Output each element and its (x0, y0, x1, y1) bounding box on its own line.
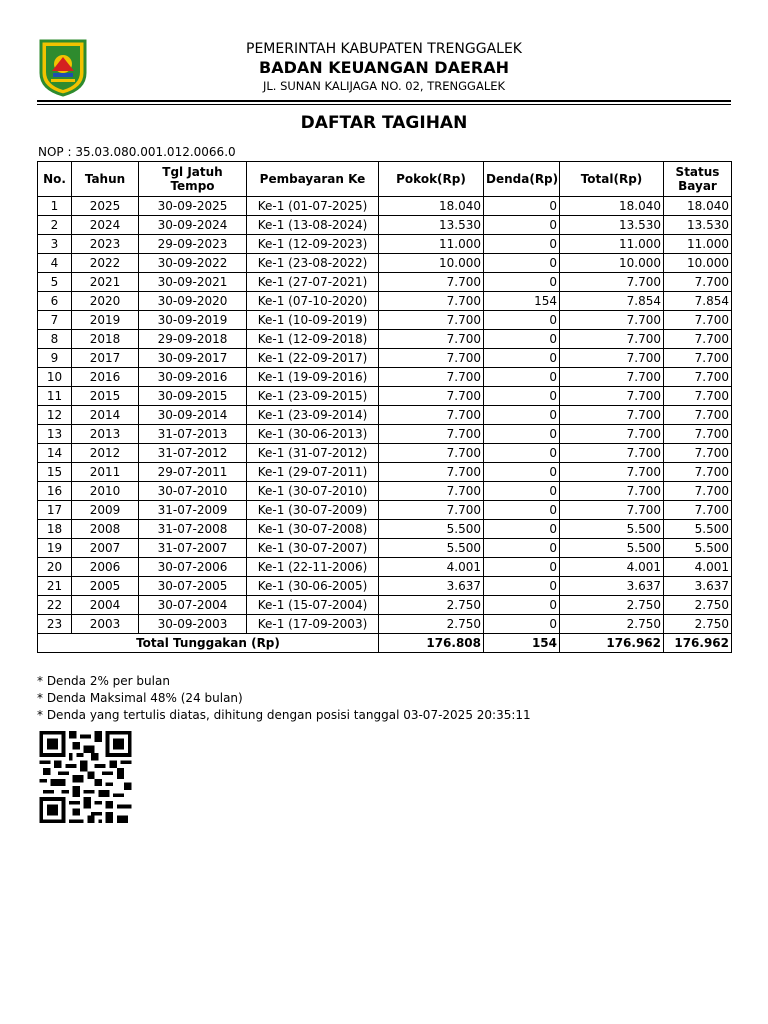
cell-status: 5.500 (664, 520, 732, 539)
cell-jatuh-tempo: 29-09-2018 (139, 330, 247, 349)
cell-total: 7.700 (560, 311, 664, 330)
cell-tahun: 2025 (72, 197, 139, 216)
table-row (38, 330, 732, 349)
cell-tahun: 2003 (72, 615, 139, 634)
cell-total: 2.750 (560, 615, 664, 634)
table-row (38, 216, 732, 235)
cell-total: 7.700 (560, 444, 664, 463)
cell-status: 7.700 (664, 463, 732, 482)
note-item: * Denda Maksimal 48% (24 bulan) (37, 691, 243, 705)
cell-status: 7.700 (664, 273, 732, 292)
cell-status: 3.637 (664, 577, 732, 596)
cell-no: 19 (38, 539, 72, 558)
cell-no: 7 (38, 311, 72, 330)
cell-tahun: 2020 (72, 292, 139, 311)
cell-pokok: 10.000 (379, 254, 484, 273)
cell-tahun: 2016 (72, 368, 139, 387)
cell-pokok: 5.500 (379, 520, 484, 539)
cell-no: 22 (38, 596, 72, 615)
cell-pokok: 7.700 (379, 425, 484, 444)
cell-total: 7.700 (560, 349, 664, 368)
cell-jatuh-tempo: 31-07-2008 (139, 520, 247, 539)
cell-no: 1 (38, 197, 72, 216)
cell-jatuh-tempo: 30-07-2010 (139, 482, 247, 501)
table-row (38, 349, 732, 368)
cell-status: 7.700 (664, 501, 732, 520)
cell-no: 23 (38, 615, 72, 634)
cell-pembayaran: Ke-1 (22-09-2017) (247, 349, 379, 368)
cell-pokok: 7.700 (379, 349, 484, 368)
cell-pembayaran: Ke-1 (12-09-2018) (247, 330, 379, 349)
cell-status: 7.700 (664, 406, 732, 425)
cell-pembayaran: Ke-1 (22-11-2006) (247, 558, 379, 577)
cell-no: 3 (38, 235, 72, 254)
cell-pembayaran: Ke-1 (30-06-2013) (247, 425, 379, 444)
cell-total: 5.500 (560, 520, 664, 539)
cell-pokok: 2.750 (379, 615, 484, 634)
agency-address: JL. SUNAN KALIJAGA NO. 02, TRENGGALEK (262, 79, 506, 93)
col-header-status: Status Bayar (664, 162, 732, 197)
cell-pokok: 7.700 (379, 368, 484, 387)
cell-status: 2.750 (664, 615, 732, 634)
cell-tahun: 2024 (72, 216, 139, 235)
cell-jatuh-tempo: 30-09-2016 (139, 368, 247, 387)
cell-jatuh-tempo: 31-07-2012 (139, 444, 247, 463)
cell-total: 7.700 (560, 330, 664, 349)
cell-jatuh-tempo: 30-09-2015 (139, 387, 247, 406)
cell-status: 4.001 (664, 558, 732, 577)
cell-denda: 0 (484, 577, 560, 596)
cell-denda: 0 (484, 425, 560, 444)
cell-no: 12 (38, 406, 72, 425)
cell-jatuh-tempo: 30-09-2021 (139, 273, 247, 292)
cell-tahun: 2006 (72, 558, 139, 577)
cell-no: 13 (38, 425, 72, 444)
cell-jatuh-tempo: 30-09-2024 (139, 216, 247, 235)
cell-pokok: 18.040 (379, 197, 484, 216)
cell-pokok: 5.500 (379, 539, 484, 558)
cell-denda: 0 (484, 387, 560, 406)
table-row (38, 406, 732, 425)
cell-pokok: 11.000 (379, 235, 484, 254)
cell-tahun: 2004 (72, 596, 139, 615)
cell-total: 10.000 (560, 254, 664, 273)
cell-tahun: 2009 (72, 501, 139, 520)
cell-tahun: 2010 (72, 482, 139, 501)
cell-tahun: 2005 (72, 577, 139, 596)
table-row (38, 520, 732, 539)
col-header-denda: Denda(Rp) (484, 162, 560, 197)
cell-total: 7.700 (560, 406, 664, 425)
cell-jatuh-tempo: 30-09-2025 (139, 197, 247, 216)
cell-denda: 0 (484, 235, 560, 254)
cell-total: 7.700 (560, 273, 664, 292)
cell-status: 7.854 (664, 292, 732, 311)
cell-denda: 0 (484, 311, 560, 330)
cell-total: 18.040 (560, 197, 664, 216)
cell-tahun: 2017 (72, 349, 139, 368)
col-header-no: No. (38, 162, 72, 197)
cell-pembayaran: Ke-1 (12-09-2023) (247, 235, 379, 254)
cell-jatuh-tempo: 30-09-2017 (139, 349, 247, 368)
cell-denda: 0 (484, 463, 560, 482)
cell-jatuh-tempo: 30-09-2014 (139, 406, 247, 425)
total-denda: 154 (484, 634, 560, 653)
col-header-total: Total(Rp) (560, 162, 664, 197)
cell-pembayaran: Ke-1 (07-10-2020) (247, 292, 379, 311)
cell-total: 4.001 (560, 558, 664, 577)
cell-pokok: 2.750 (379, 596, 484, 615)
cell-tahun: 2011 (72, 463, 139, 482)
cell-pembayaran: Ke-1 (30-06-2005) (247, 577, 379, 596)
cell-tahun: 2019 (72, 311, 139, 330)
cell-jatuh-tempo: 30-09-2020 (139, 292, 247, 311)
cell-pokok: 4.001 (379, 558, 484, 577)
cell-jatuh-tempo: 31-07-2007 (139, 539, 247, 558)
cell-pembayaran: Ke-1 (27-07-2021) (247, 273, 379, 292)
cell-jatuh-tempo: 29-09-2023 (139, 235, 247, 254)
cell-pembayaran: Ke-1 (17-09-2003) (247, 615, 379, 634)
qr-code-icon (37, 731, 134, 823)
cell-total: 7.700 (560, 368, 664, 387)
table-row (38, 292, 732, 311)
cell-denda: 0 (484, 501, 560, 520)
cell-tahun: 2012 (72, 444, 139, 463)
cell-status: 7.700 (664, 311, 732, 330)
cell-pokok: 7.700 (379, 444, 484, 463)
cell-total: 2.750 (560, 596, 664, 615)
table-row (38, 463, 732, 482)
agency-name: BADAN KEUANGAN DAERAH (259, 58, 509, 77)
table-row (38, 577, 732, 596)
cell-denda: 0 (484, 349, 560, 368)
col-header-tahun: Tahun (72, 162, 139, 197)
cell-pokok: 7.700 (379, 273, 484, 292)
cell-total: 7.700 (560, 463, 664, 482)
table-row (38, 235, 732, 254)
cell-pembayaran: Ke-1 (30-07-2010) (247, 482, 379, 501)
cell-denda: 0 (484, 330, 560, 349)
table-row (38, 596, 732, 615)
cell-tahun: 2022 (72, 254, 139, 273)
cell-total: 7.700 (560, 387, 664, 406)
cell-denda: 0 (484, 406, 560, 425)
table-row (38, 444, 732, 463)
cell-pembayaran: Ke-1 (23-08-2022) (247, 254, 379, 273)
cell-status: 7.700 (664, 330, 732, 349)
cell-jatuh-tempo: 30-09-2003 (139, 615, 247, 634)
total-status: 176.962 (664, 634, 732, 653)
cell-denda: 0 (484, 482, 560, 501)
page-title: DAFTAR TAGIHAN (300, 113, 468, 133)
cell-no: 8 (38, 330, 72, 349)
cell-status: 7.700 (664, 482, 732, 501)
cell-pembayaran: Ke-1 (13-08-2024) (247, 216, 379, 235)
note-item: * Denda yang tertulis diatas, dihitung dengan posisi tanggal 03-07-2025 20:35:11 (37, 708, 531, 722)
table-row (38, 501, 732, 520)
cell-status: 10.000 (664, 254, 732, 273)
cell-tahun: 2023 (72, 235, 139, 254)
cell-status: 7.700 (664, 368, 732, 387)
cell-total: 11.000 (560, 235, 664, 254)
cell-denda: 0 (484, 596, 560, 615)
cell-tahun: 2013 (72, 425, 139, 444)
cell-pembayaran: Ke-1 (19-09-2016) (247, 368, 379, 387)
nop-number: NOP : 35.03.080.001.012.0066.0 (38, 145, 236, 159)
total-row (38, 634, 732, 653)
table-header-row (38, 162, 732, 197)
cell-status: 7.700 (664, 444, 732, 463)
cell-denda: 0 (484, 254, 560, 273)
cell-jatuh-tempo: 29-07-2011 (139, 463, 247, 482)
cell-denda: 0 (484, 558, 560, 577)
col-header-jatuh-tempo: Tgl Jatuh Tempo (139, 162, 247, 197)
cell-no: 15 (38, 463, 72, 482)
table-row (38, 425, 732, 444)
table-row (38, 615, 732, 634)
col-header-pembayaran: Pembayaran Ke (247, 162, 379, 197)
cell-total: 7.700 (560, 482, 664, 501)
cell-pembayaran: Ke-1 (30-07-2008) (247, 520, 379, 539)
table-row (38, 387, 732, 406)
cell-pembayaran: Ke-1 (01-07-2025) (247, 197, 379, 216)
table-row (38, 482, 732, 501)
col-header-pokok: Pokok(Rp) (379, 162, 484, 197)
header-divider-thin (37, 104, 731, 105)
table-row (38, 539, 732, 558)
note-item: * Denda 2% per bulan (37, 674, 170, 688)
cell-pembayaran: Ke-1 (10-09-2019) (247, 311, 379, 330)
cell-denda: 0 (484, 615, 560, 634)
cell-no: 6 (38, 292, 72, 311)
cell-jatuh-tempo: 30-09-2019 (139, 311, 247, 330)
cell-denda: 0 (484, 539, 560, 558)
cell-pokok: 7.700 (379, 387, 484, 406)
cell-pembayaran: Ke-1 (23-09-2014) (247, 406, 379, 425)
cell-no: 9 (38, 349, 72, 368)
cell-pokok: 7.700 (379, 482, 484, 501)
table-row (38, 273, 732, 292)
table-row (38, 197, 732, 216)
cell-status: 13.530 (664, 216, 732, 235)
cell-no: 21 (38, 577, 72, 596)
cell-pokok: 7.700 (379, 311, 484, 330)
cell-no: 16 (38, 482, 72, 501)
table-row (38, 368, 732, 387)
cell-pembayaran: Ke-1 (29-07-2011) (247, 463, 379, 482)
cell-status: 7.700 (664, 425, 732, 444)
cell-denda: 0 (484, 216, 560, 235)
cell-tahun: 2018 (72, 330, 139, 349)
cell-pembayaran: Ke-1 (23-09-2015) (247, 387, 379, 406)
cell-status: 5.500 (664, 539, 732, 558)
cell-jatuh-tempo: 30-07-2004 (139, 596, 247, 615)
cell-denda: 0 (484, 520, 560, 539)
table-row (38, 558, 732, 577)
cell-total: 13.530 (560, 216, 664, 235)
cell-no: 2 (38, 216, 72, 235)
cell-pembayaran: Ke-1 (31-07-2012) (247, 444, 379, 463)
cell-no: 10 (38, 368, 72, 387)
cell-pokok: 7.700 (379, 292, 484, 311)
cell-pokok: 7.700 (379, 463, 484, 482)
cell-status: 2.750 (664, 596, 732, 615)
cell-status: 7.700 (664, 387, 732, 406)
cell-tahun: 2015 (72, 387, 139, 406)
cell-pembayaran: Ke-1 (30-07-2007) (247, 539, 379, 558)
cell-status: 18.040 (664, 197, 732, 216)
cell-jatuh-tempo: 30-07-2005 (139, 577, 247, 596)
cell-no: 17 (38, 501, 72, 520)
cell-tahun: 2008 (72, 520, 139, 539)
cell-denda: 0 (484, 444, 560, 463)
cell-total: 7.700 (560, 425, 664, 444)
cell-jatuh-tempo: 31-07-2013 (139, 425, 247, 444)
cell-pokok: 7.700 (379, 330, 484, 349)
bill-table (37, 161, 732, 653)
table-row (38, 254, 732, 273)
cell-pokok: 7.700 (379, 501, 484, 520)
cell-no: 20 (38, 558, 72, 577)
cell-no: 5 (38, 273, 72, 292)
cell-denda: 0 (484, 368, 560, 387)
notes (37, 673, 531, 724)
cell-jatuh-tempo: 31-07-2009 (139, 501, 247, 520)
total-total: 176.962 (560, 634, 664, 653)
cell-denda: 154 (484, 292, 560, 311)
cell-no: 11 (38, 387, 72, 406)
cell-total: 7.700 (560, 501, 664, 520)
cell-no: 18 (38, 520, 72, 539)
government-name: PEMERINTAH KABUPATEN TRENGGALEK (246, 41, 522, 57)
cell-denda: 0 (484, 197, 560, 216)
cell-pembayaran: Ke-1 (15-07-2004) (247, 596, 379, 615)
cell-tahun: 2014 (72, 406, 139, 425)
cell-total: 7.854 (560, 292, 664, 311)
table-row (38, 311, 732, 330)
cell-pembayaran: Ke-1 (30-07-2009) (247, 501, 379, 520)
cell-denda: 0 (484, 273, 560, 292)
cell-tahun: 2021 (72, 273, 139, 292)
header-divider (37, 100, 731, 102)
cell-no: 14 (38, 444, 72, 463)
total-pokok: 176.808 (379, 634, 484, 653)
cell-tahun: 2007 (72, 539, 139, 558)
cell-pokok: 3.637 (379, 577, 484, 596)
cell-no: 4 (38, 254, 72, 273)
cell-total: 3.637 (560, 577, 664, 596)
total-label: Total Tunggakan (Rp) (38, 634, 379, 653)
cell-status: 11.000 (664, 235, 732, 254)
cell-pokok: 13.530 (379, 216, 484, 235)
cell-total: 5.500 (560, 539, 664, 558)
cell-status: 7.700 (664, 349, 732, 368)
cell-pokok: 7.700 (379, 406, 484, 425)
cell-jatuh-tempo: 30-07-2006 (139, 558, 247, 577)
cell-jatuh-tempo: 30-09-2022 (139, 254, 247, 273)
